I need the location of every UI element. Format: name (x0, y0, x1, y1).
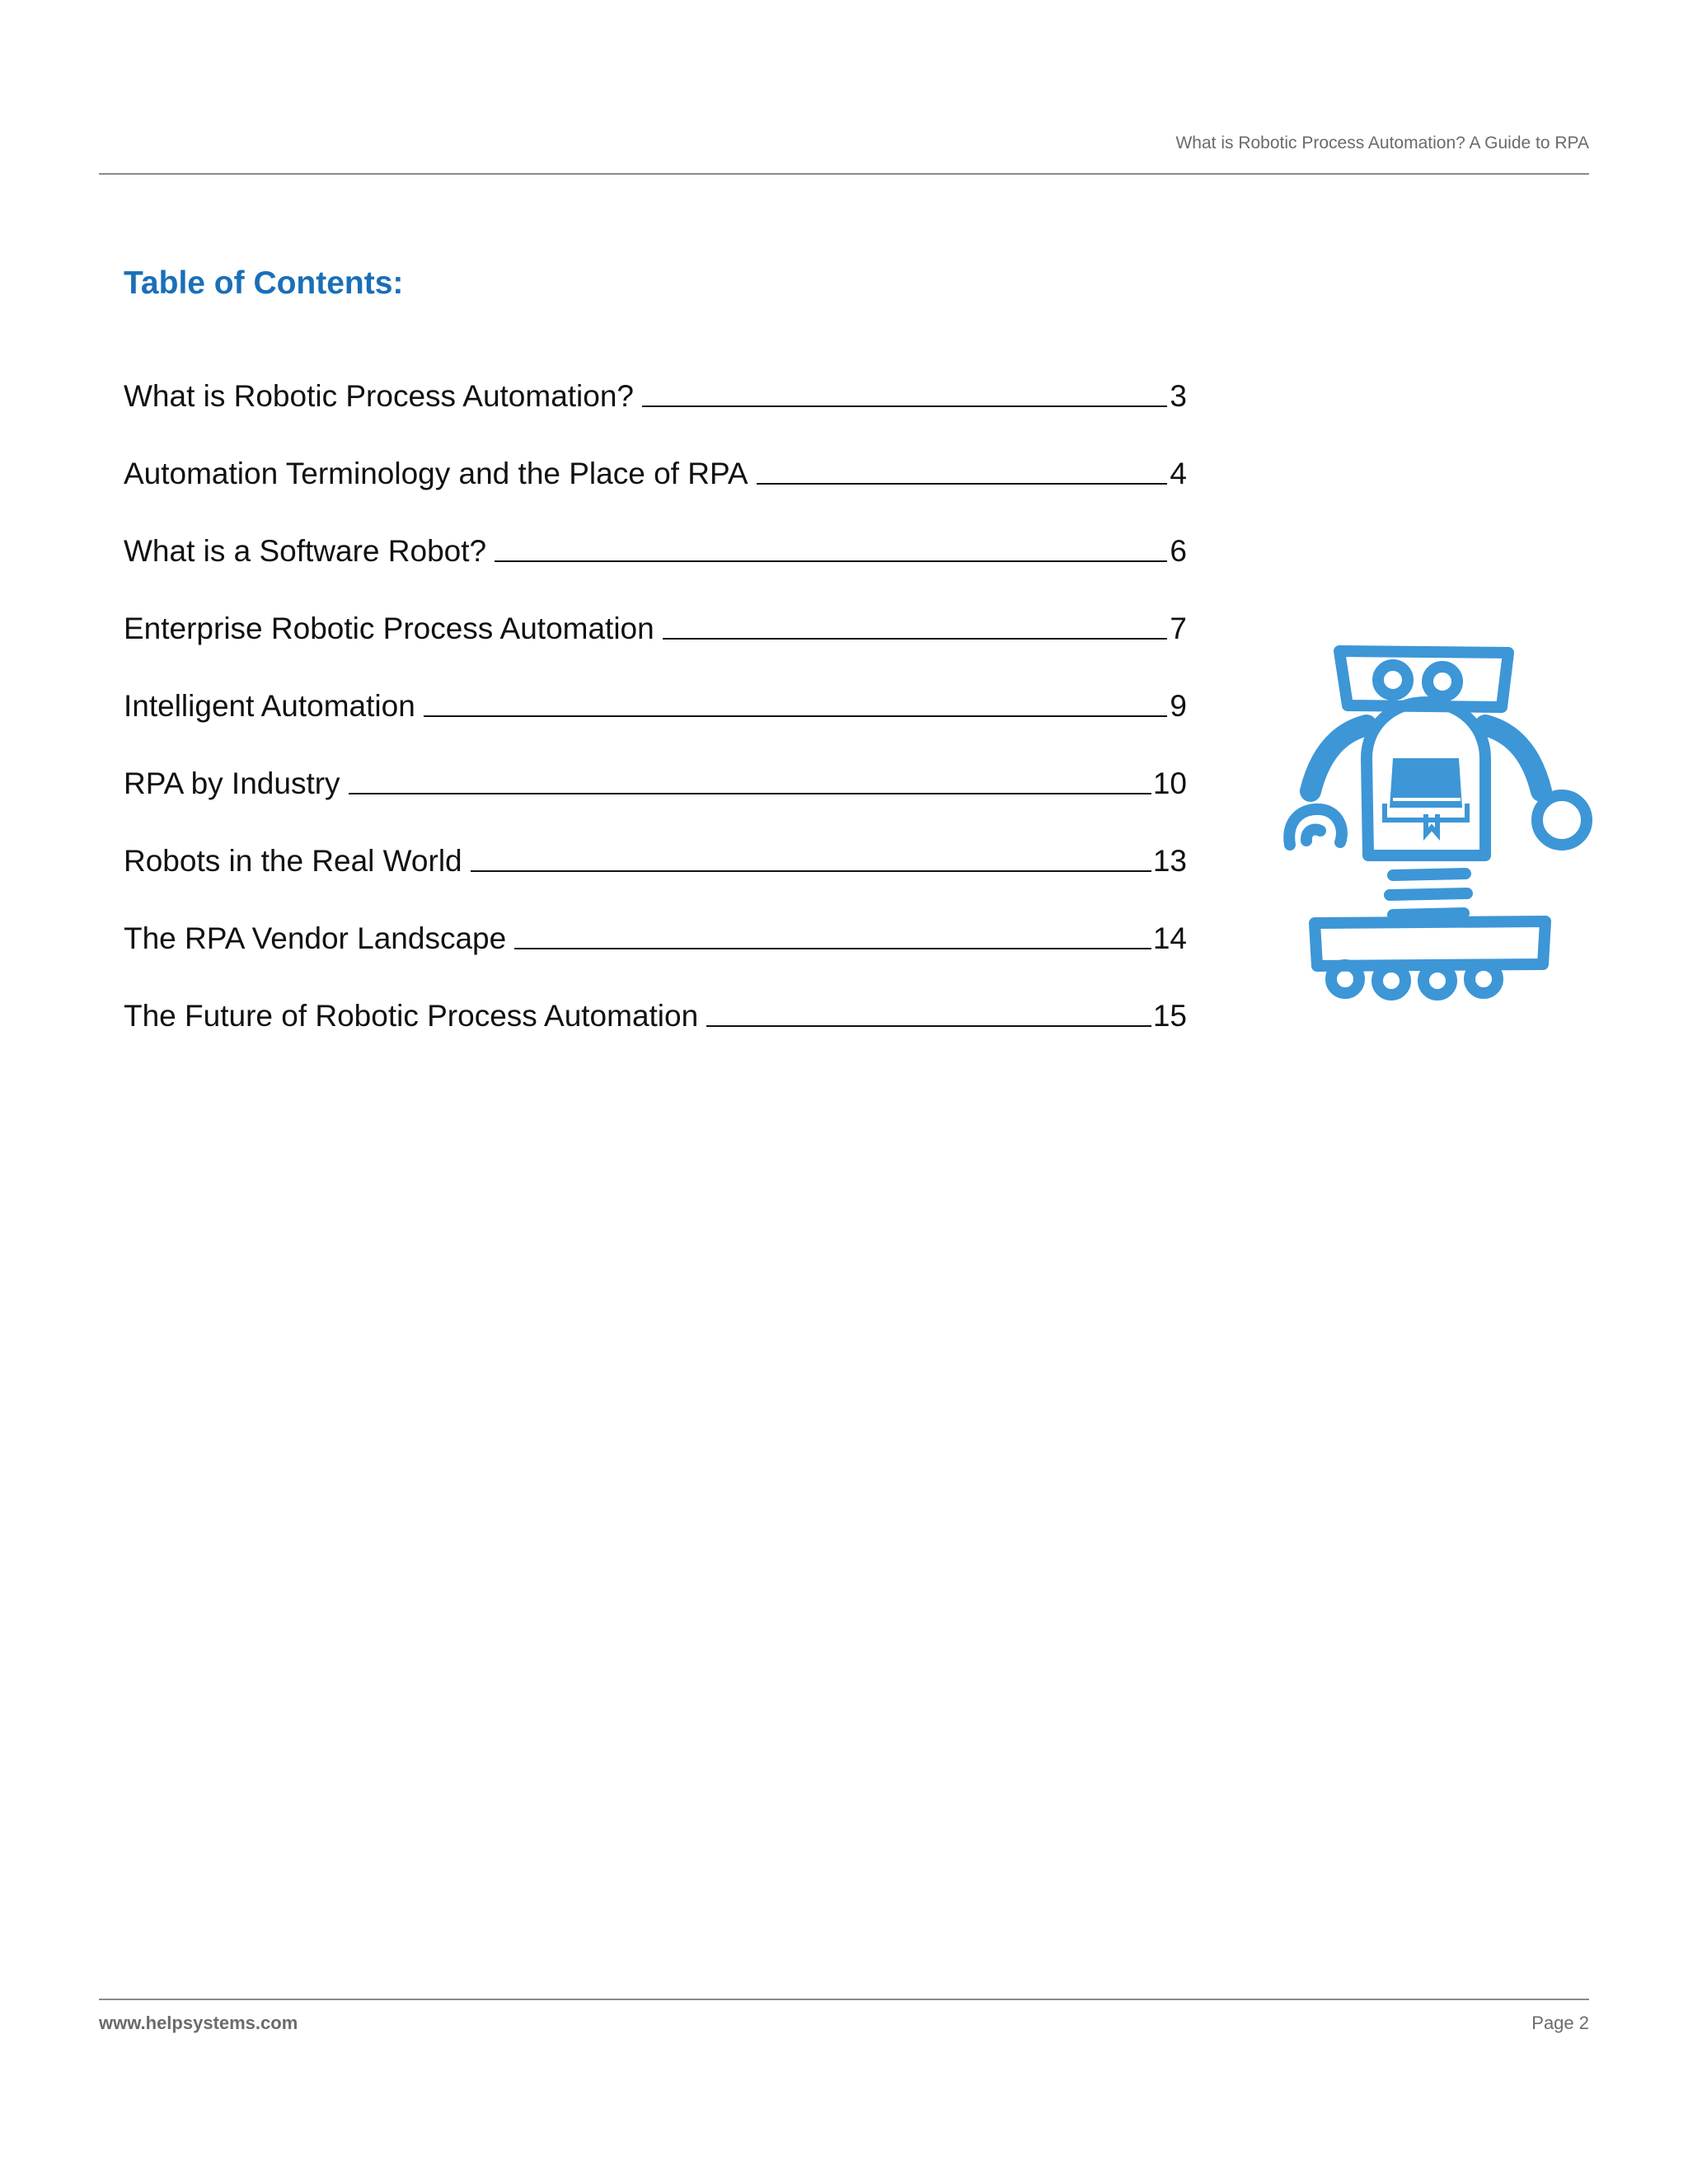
toc-leader-line (424, 715, 1167, 717)
toc-entry-page: 13 (1152, 844, 1187, 878)
toc-entry-page: 10 (1152, 766, 1187, 800)
toc-entry-page: 7 (1170, 612, 1187, 645)
toc-entry[interactable] (124, 336, 1187, 414)
toc-entry-title: Automation Terminology and the Place of RPA (124, 457, 748, 490)
toc-leader-line (471, 870, 1151, 872)
toc-leader-line (663, 638, 1167, 640)
toc-entry[interactable] (124, 491, 1187, 569)
table-of-contents (124, 336, 1187, 1033)
toc-entry[interactable] (124, 414, 1187, 491)
toc-entry[interactable] (124, 724, 1187, 801)
toc-entry-title: What is Robotic Process Automation? (124, 379, 635, 413)
toc-entry-page: 4 (1170, 457, 1187, 490)
toc-entry[interactable] (124, 569, 1187, 646)
robot-icon (1269, 635, 1615, 1014)
toc-entry[interactable] (124, 646, 1187, 724)
toc-entry[interactable] (124, 879, 1187, 956)
toc-entry-page: 9 (1170, 689, 1187, 723)
toc-entry[interactable] (124, 956, 1187, 1033)
toc-entry-title: What is a Software Robot? (124, 534, 487, 568)
toc-entry-title: Enterprise Robotic Process Automation (124, 612, 654, 645)
toc-leader-line (706, 1025, 1151, 1027)
toc-leader-line (757, 483, 1167, 485)
toc-entry-page: 3 (1170, 379, 1187, 413)
toc-entry[interactable] (124, 801, 1187, 879)
footer-website-link[interactable]: www.helpsystems.com (99, 2013, 298, 2033)
toc-entry-page: 6 (1170, 534, 1187, 568)
toc-heading: Table of Contents: (124, 265, 404, 301)
toc-entry-page: 14 (1152, 921, 1187, 955)
toc-entry-title: Intelligent Automation (124, 689, 415, 723)
toc-entry-title: Robots in the Real World (124, 844, 462, 878)
toc-leader-line (495, 560, 1167, 562)
footer-page-number: Page 2 (1531, 2013, 1589, 2033)
toc-entry-title: The RPA Vendor Landscape (124, 921, 507, 955)
toc-leader-line (349, 793, 1151, 794)
toc-entry-title: The Future of Robotic Process Automation (124, 999, 699, 1033)
toc-leader-line (642, 405, 1167, 407)
running-header: What is Robotic Process Automation? A Guide to RPA (1175, 134, 1589, 152)
toc-entry-title: RPA by Industry (124, 766, 340, 800)
toc-entry-page: 15 (1152, 999, 1187, 1033)
footer-divider (99, 1999, 1589, 2000)
toc-leader-line (514, 948, 1151, 949)
header-divider (99, 173, 1589, 175)
